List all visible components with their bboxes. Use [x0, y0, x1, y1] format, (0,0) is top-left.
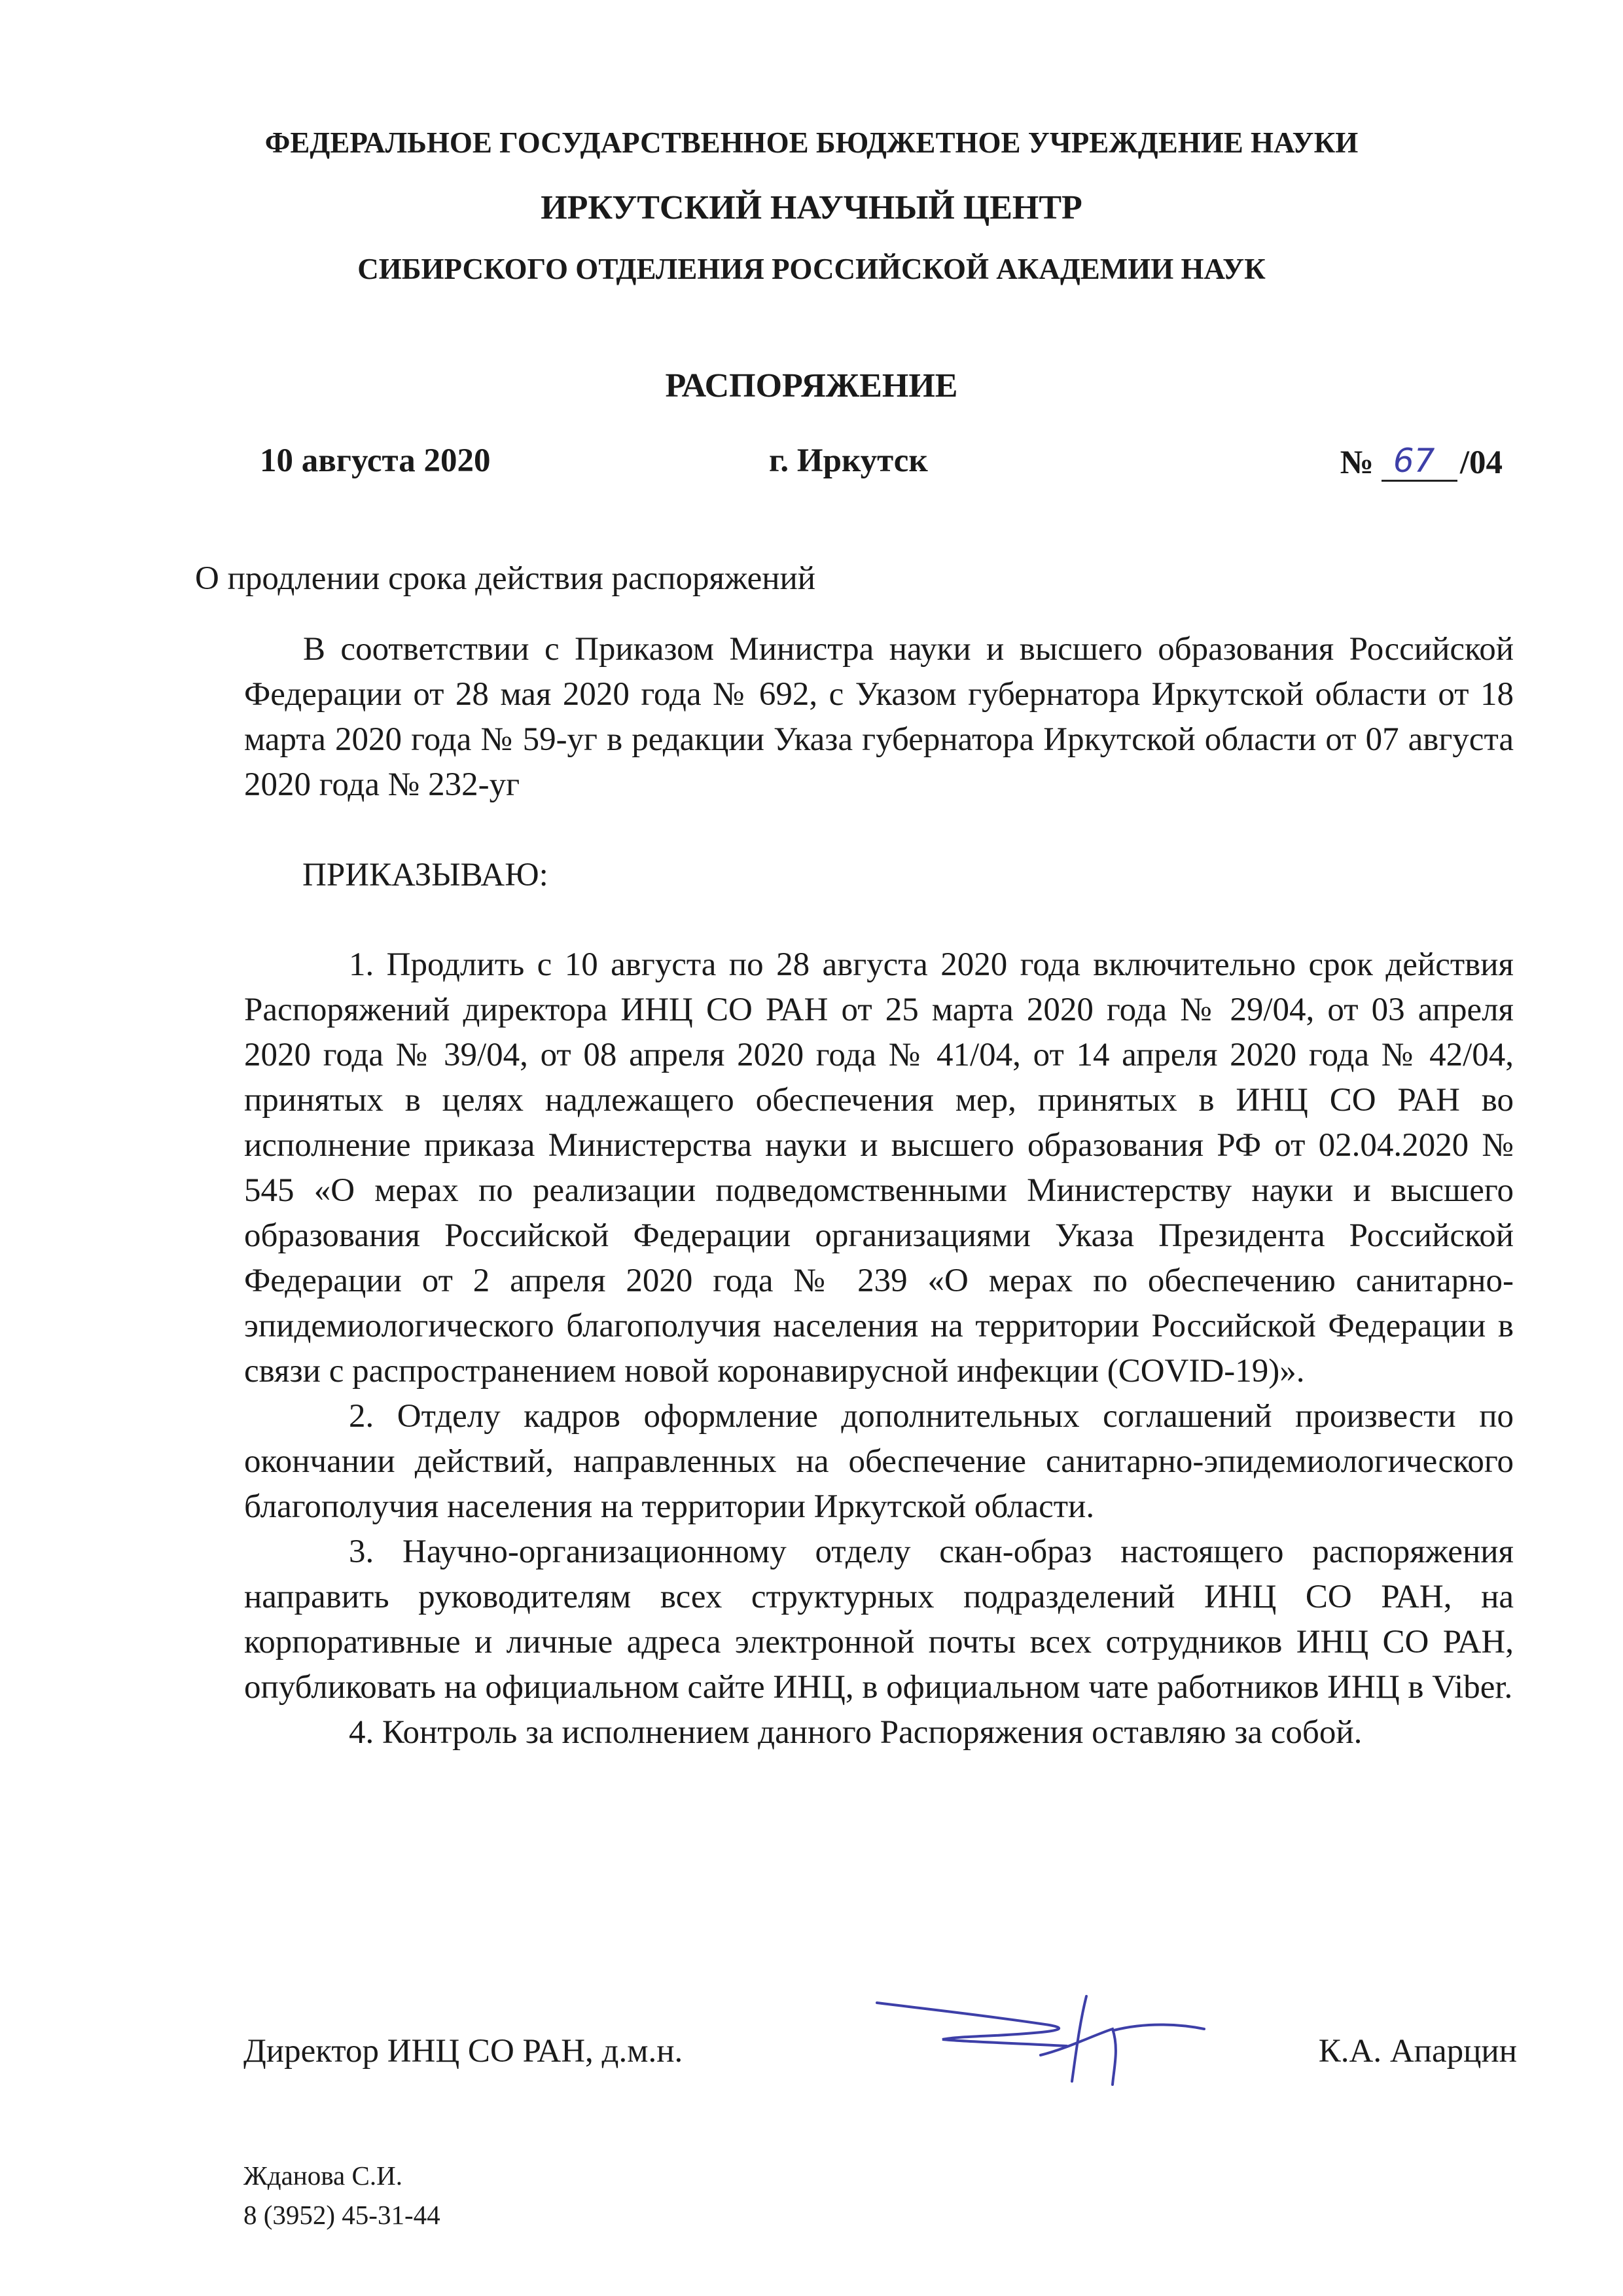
header-organization-type: ФЕДЕРАЛЬНОЕ ГОСУДАРСТВЕННОЕ БЮДЖЕТНОЕ УЧРЕЖДЕНИЕ НАУКИ — [264, 126, 1359, 159]
document-number-suffix: /04 — [1459, 444, 1503, 481]
handwritten-signature — [870, 1983, 1211, 2088]
order-item-3: 3. Научно-организационному отделу скан-образ настоящего распоряжения направить руководителям всех структурных подразделений ИНЦ СО РАН, на корпоративные и личные адреса электронной почты всех сотрудников ИНЦ СО РАН, опубликовать на официальном сайте ИНЦ, в официальном чате работников ИНЦ в Viber. — [244, 1534, 1514, 1706]
handwritten-number-field — [1382, 442, 1457, 482]
executor-name: Жданова С.И. — [243, 2161, 402, 2191]
document-number-prefix: № — [1340, 444, 1374, 481]
order-item-1: 1. Продлить с 10 августа по 28 августа 2020 года включительно срок действия Распоряжений директора ИНЦ СО РАН от 25 марта 2020 года № 29/04, от 03 апреля 2020 года № 39/04, от 08 апреля 2020 года № 41/04, от 14 апреля 2020 года № 42/04, принятых в целях надлежащего обеспечения мер, принятых в ИНЦ СО РАН во исполнение приказа Министерства науки и высшего образования РФ от 02.04.2020 № 545 «О мерах по реализации подведомственными Министерству науки и высшего образования Российской Федерации организациями Указа Президента Российской Федерации от 2 апреля 2020 года № 239 «О мерах по обеспечению санитарно-эпидемиологического благополучия населения на территории Российской Федерации в связи с распространением новой коронавирусной инфекции (COVID-19)». — [244, 946, 1514, 1390]
signatory-name: К.А. Апарцин — [1318, 2033, 1517, 2070]
order-item-2: 2. Отделу кадров оформление дополнительных соглашений произвести по окончании действий, направленных на обеспечение санитарно-эпидемиологического благополучия населения на территории Иркутской области. — [244, 1398, 1514, 1525]
document-date: 10 августа 2020 — [260, 442, 491, 479]
header-organization-parent: СИБИРСКОГО ОТДЕЛЕНИЯ РОССИЙСКОЙ АКАДЕМИИ НАУК — [357, 253, 1266, 285]
preamble-paragraph: В соответствии с Приказом Министра науки и высшего образования Российской Федерации от 28 мая 2020 года № 692, с Указом губернатора Иркутской области от 18 марта 2020 года № 59-уг в редакции Указа губернатора Иркутской области от 07 августа 2020 года № 232-уг — [244, 631, 1514, 803]
order-item-4: 4. Контроль за исполнением данного Распоряжения оставляю за собой. — [349, 1714, 1363, 1751]
document-city: г. Иркутск — [769, 442, 928, 479]
document-type-title: РАСПОРЯЖЕНИЕ — [665, 367, 958, 404]
document-subject: О продлении срока действия распоряжений — [195, 560, 816, 597]
handwritten-number: 67 — [1393, 442, 1435, 480]
command-heading: ПРИКАЗЫВАЮ: — [302, 857, 548, 893]
order-items — [244, 942, 1514, 1755]
header-organization-name: ИРКУТСКИЙ НАУЧНЫЙ ЦЕНТР — [541, 189, 1082, 226]
signatory-title: Директор ИНЦ СО РАН, д.м.н. — [243, 2033, 683, 2070]
executor-phone: 8 (3952) 45-31-44 — [243, 2200, 440, 2230]
document-number — [1340, 442, 1503, 482]
